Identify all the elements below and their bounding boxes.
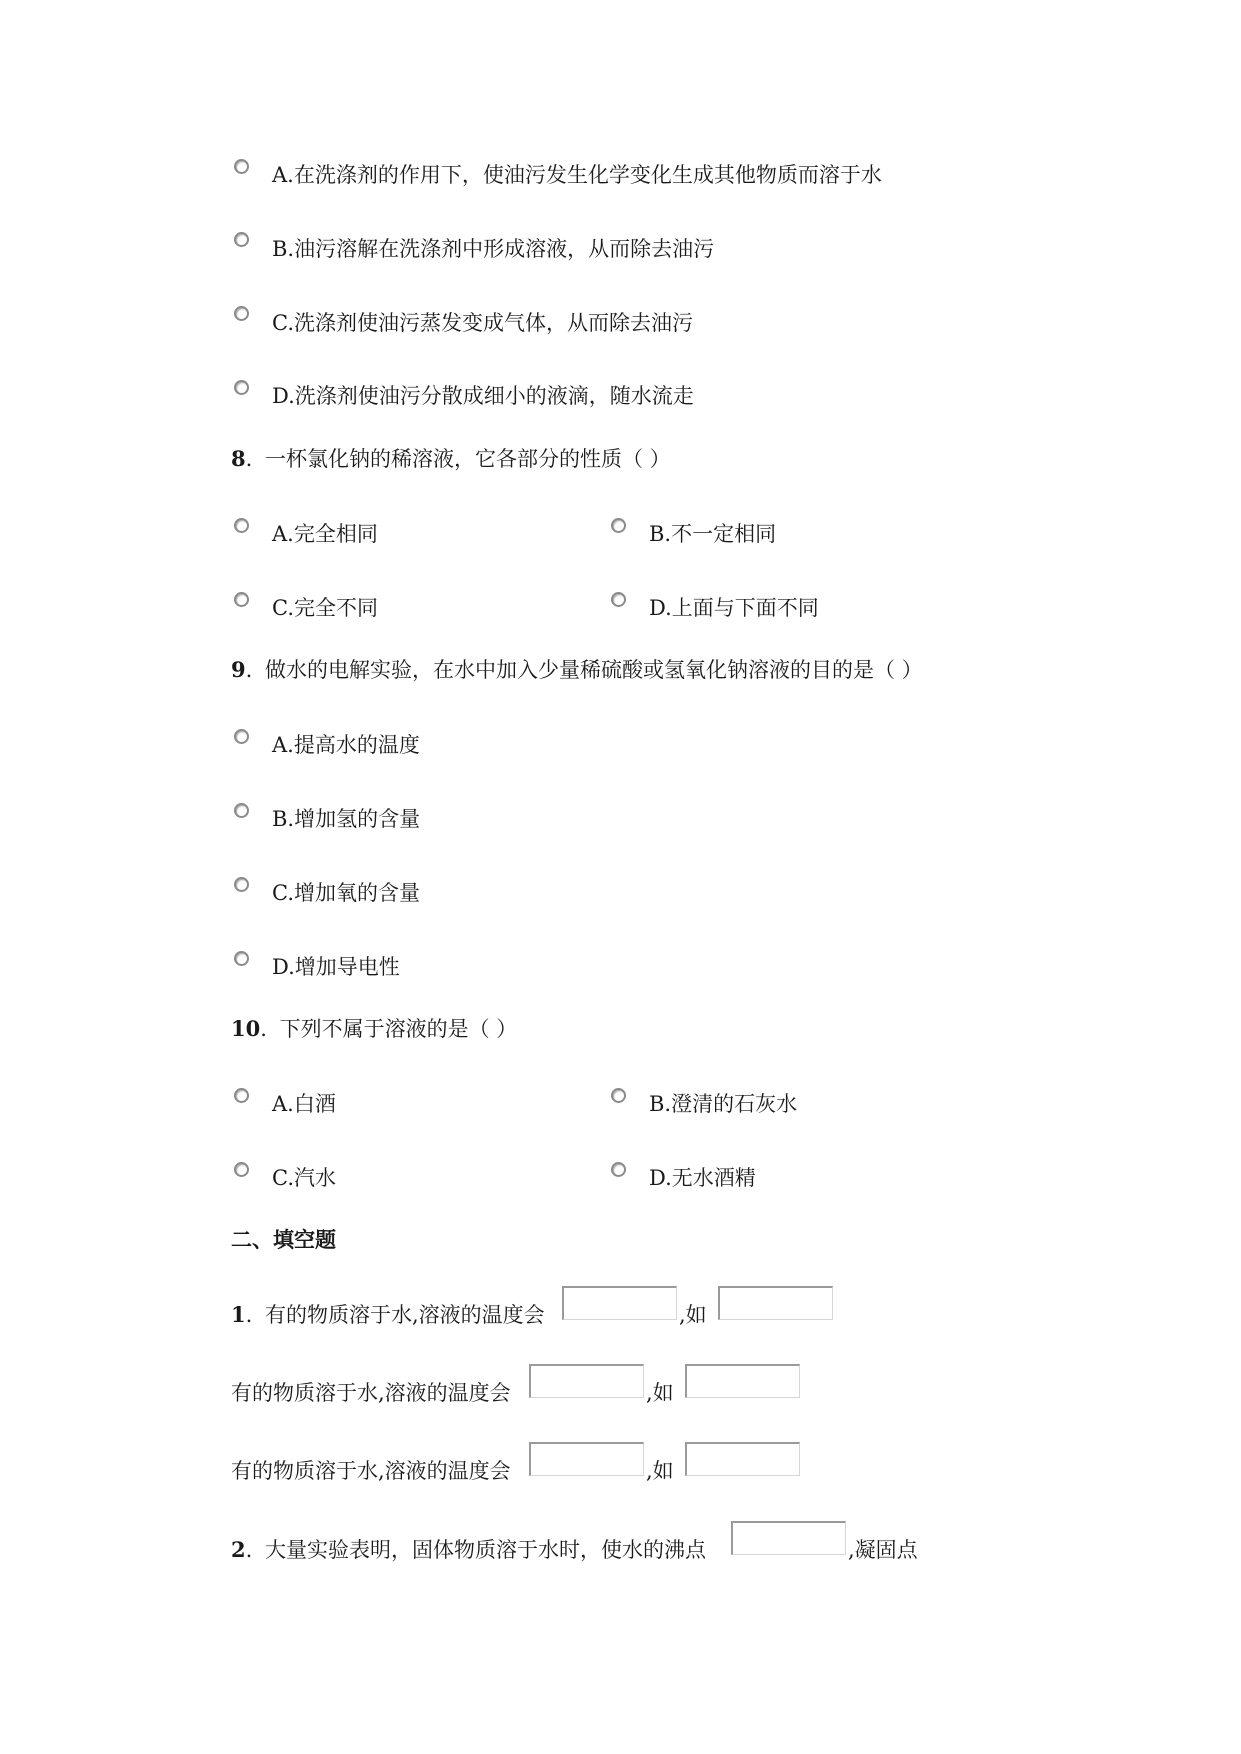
q9-option-c-radio[interactable] — [234, 877, 249, 892]
fill2-boiling-point-blank[interactable] — [731, 1521, 846, 1555]
fill1-line-1-sep: ,如 — [679, 1303, 707, 1327]
q9-dot: . — [245, 658, 253, 682]
fill1-line-3-sep: ,如 — [646, 1459, 674, 1483]
q8-option-b-label: B.不一定相同 — [649, 522, 777, 546]
q8-option-b-radio[interactable] — [611, 518, 626, 533]
q8-stem — [231, 447, 671, 471]
q9-option-a-radio[interactable] — [234, 729, 249, 744]
q10-option-c-radio[interactable] — [234, 1162, 249, 1177]
fill1-blank-1b[interactable] — [718, 1286, 833, 1320]
section-fill-in-title: 二、填空题 — [231, 1227, 336, 1252]
q10-option-a-label: A.白酒 — [272, 1092, 336, 1116]
q9-option-b-radio[interactable] — [234, 803, 249, 818]
fill1-line-3-text: 有的物质溶于水,溶液的温度会 — [231, 1459, 511, 1483]
q10-option-b-label: B.澄清的石灰水 — [649, 1092, 798, 1116]
q7-option-b-label: B.油污溶解在洗涤剂中形成溶液，从而除去油污 — [272, 237, 715, 261]
fill1-line-2-sep: ,如 — [646, 1381, 674, 1405]
fill2-text: 大量实验表明，固体物质溶于水时，使水的沸点 — [265, 1538, 706, 1562]
q9-option-c-label: C.增加氧的含量 — [272, 881, 420, 905]
q10-option-d-radio[interactable] — [611, 1162, 626, 1177]
q8-option-d-label: D.上面与下面不同 — [649, 596, 819, 620]
q10-option-a-radio[interactable] — [234, 1088, 249, 1103]
fill2-after-text: ,凝固点 — [848, 1538, 918, 1562]
fill1-line-1 — [231, 1303, 545, 1327]
q8-option-c-label: C.完全不同 — [272, 596, 378, 620]
q8-option-c-radio[interactable] — [234, 592, 249, 607]
fill2-dot: . — [245, 1538, 253, 1562]
q9-option-b-label: B.增加氢的含量 — [272, 807, 421, 831]
q7-option-d-radio[interactable] — [234, 380, 249, 395]
q7-option-b-radio[interactable] — [234, 232, 249, 247]
q10-dot: . — [260, 1017, 267, 1041]
q9-option-d-label: D.增加导电性 — [272, 955, 400, 979]
q8-option-a-radio[interactable] — [234, 518, 249, 533]
q10-option-c-label: C.汽水 — [272, 1166, 336, 1190]
q7-option-c-radio[interactable] — [234, 306, 249, 321]
fill1-number: 1 — [231, 1302, 246, 1327]
q10-number: 10 — [231, 1016, 261, 1041]
q10-stem — [231, 1017, 517, 1041]
q10-text: 下列不属于溶液的是（ ） — [279, 1017, 518, 1041]
q8-option-d-radio[interactable] — [611, 592, 626, 607]
q9-option-d-radio[interactable] — [234, 951, 249, 966]
q9-option-a-label: A.提高水的温度 — [272, 733, 420, 757]
fill1-blank-3b[interactable] — [685, 1442, 800, 1476]
fill1-blank-1a[interactable] — [562, 1286, 677, 1320]
q9-stem — [231, 658, 923, 682]
q8-dot: . — [245, 447, 253, 471]
fill1-line-1-text: 有的物质溶于水,溶液的温度会 — [265, 1303, 545, 1327]
q7-option-a-radio[interactable] — [234, 159, 249, 174]
q7-option-c-label: C.洗涤剂使油污蒸发变成气体，从而除去油污 — [272, 311, 693, 335]
q9-text: 做水的电解实验，在水中加入少量稀硫酸或氢氧化钠溶液的目的是（ ） — [265, 658, 923, 682]
fill1-dot: . — [245, 1303, 253, 1327]
fill2-number: 2 — [231, 1537, 246, 1562]
q7-option-a-label: A.在洗涤剂的作用下，使油污发生化学变化生成其他物质而溶于水 — [272, 163, 882, 187]
fill1-blank-3a[interactable] — [529, 1442, 644, 1476]
q10-option-d-label: D.无水酒精 — [649, 1166, 756, 1190]
q10-option-b-radio[interactable] — [611, 1088, 626, 1103]
fill1-blank-2a[interactable] — [529, 1364, 644, 1398]
q8-option-a-label: A.完全相同 — [272, 522, 378, 546]
fill1-blank-2b[interactable] — [685, 1364, 800, 1398]
q8-number: 8 — [231, 446, 246, 471]
fill1-line-2-text: 有的物质溶于水,溶液的温度会 — [231, 1381, 511, 1405]
q8-text: 一杯氯化钠的稀溶液，它各部分的性质（ ） — [265, 447, 671, 471]
q9-number: 9 — [231, 657, 246, 682]
fill2-line — [231, 1538, 706, 1562]
q7-option-d-label: D.洗涤剂使油污分散成细小的液滴，随水流走 — [272, 384, 694, 408]
